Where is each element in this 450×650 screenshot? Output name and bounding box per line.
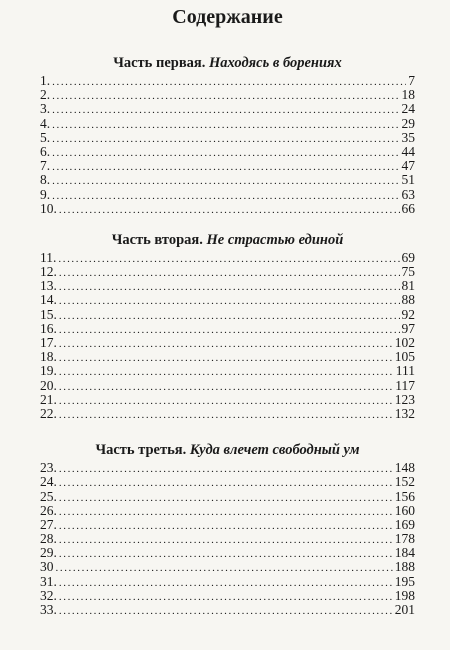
chapter-number: 33. — [40, 602, 57, 617]
page-number: 69 — [401, 249, 415, 265]
page-number: 88 — [401, 292, 415, 308]
toc-entry — [40, 131, 415, 145]
chapter-number: 20. — [40, 377, 57, 393]
dot-leader — [52, 174, 399, 188]
part-section — [40, 441, 415, 617]
chapter-number: 16. — [40, 320, 57, 336]
toc-list — [40, 251, 415, 421]
dot-leader — [52, 118, 399, 132]
page-number: 156 — [394, 488, 415, 504]
chapter-number: 3. — [40, 101, 51, 117]
chapter-number: 6. — [40, 143, 51, 159]
chapter-number: 27. — [40, 516, 57, 532]
dot-leader — [52, 89, 399, 103]
dot-leader — [59, 604, 393, 618]
toc-entry — [40, 202, 415, 216]
chapter-number: 9. — [40, 186, 51, 202]
chapter-number: 25. — [40, 488, 57, 504]
page-number: 92 — [401, 306, 415, 322]
page-number: 132 — [394, 405, 415, 421]
dot-leader — [59, 576, 393, 590]
chapter-number: 24. — [40, 474, 57, 490]
toc-entry — [40, 188, 415, 202]
page-number: 178 — [394, 531, 415, 547]
part-section — [40, 54, 415, 216]
chapter-number: 15. — [40, 306, 57, 322]
page-number: 198 — [394, 587, 415, 603]
toc-entry — [40, 88, 415, 102]
page-number: 188 — [394, 559, 415, 575]
chapter-number: 7. — [40, 158, 51, 174]
chapter-number: 5. — [40, 129, 51, 145]
chapter-number: 10. — [40, 200, 57, 216]
page-number: 44 — [401, 143, 415, 159]
chapter-number: 22. — [40, 405, 57, 421]
dot-leader — [59, 294, 400, 308]
toc-entry — [40, 364, 415, 378]
part-heading — [40, 441, 415, 459]
part-subtitle: Находясь в борениях — [209, 55, 342, 71]
toc-entry — [40, 504, 415, 518]
toc-entry — [40, 322, 415, 336]
chapter-number: 30 — [40, 559, 54, 575]
toc-entry — [40, 490, 415, 504]
page-number: 29 — [401, 115, 415, 131]
chapter-number: 23. — [40, 460, 57, 476]
toc-entry — [40, 159, 415, 173]
dot-leader — [59, 394, 393, 408]
part-heading — [40, 54, 415, 72]
page-number: 51 — [401, 172, 415, 188]
chapter-number: 8. — [40, 172, 51, 188]
dot-leader — [59, 547, 393, 561]
toc-entry — [40, 265, 415, 279]
toc-entry — [40, 308, 415, 322]
dot-leader — [59, 323, 400, 337]
dot-leader — [59, 462, 393, 476]
page-number: 75 — [401, 264, 415, 280]
dot-leader — [59, 519, 393, 533]
toc-entry — [40, 145, 415, 159]
chapter-number: 29. — [40, 545, 57, 561]
chapter-number: 17. — [40, 335, 57, 350]
page-number: 7 — [408, 73, 415, 88]
page-number: 24 — [401, 101, 415, 117]
chapter-number: 31. — [40, 573, 57, 589]
page-number: 169 — [394, 516, 415, 532]
page-number: 184 — [394, 545, 415, 561]
chapter-number: 21. — [40, 391, 57, 407]
chapter-number: 11. — [40, 249, 57, 265]
dot-leader — [59, 491, 393, 505]
toc-entry — [40, 475, 415, 489]
chapter-number: 28. — [40, 531, 57, 547]
page-number: 117 — [395, 377, 415, 393]
toc-list — [40, 461, 415, 617]
page-number: 152 — [394, 474, 415, 490]
dot-leader — [59, 505, 393, 519]
page-number: 66 — [401, 200, 415, 216]
dot-leader — [52, 103, 399, 117]
dot-leader — [59, 309, 400, 323]
toc-entry — [40, 589, 415, 603]
toc-entry — [40, 279, 415, 293]
toc-entry — [40, 603, 415, 617]
dot-leader — [59, 533, 393, 547]
chapter-number: 12. — [40, 264, 57, 280]
toc-entry — [40, 117, 415, 131]
dot-leader — [59, 476, 393, 490]
part-subtitle: Куда влечет свободный ум — [189, 442, 360, 459]
page-number: 195 — [394, 573, 415, 589]
toc-entry — [40, 74, 415, 88]
dot-leader — [52, 160, 399, 174]
part-label: Часть первая. — [113, 55, 206, 71]
dot-leader — [52, 146, 399, 160]
toc-entry — [40, 173, 415, 187]
toc-entry — [40, 575, 415, 589]
dot-leader — [59, 280, 400, 294]
page-number: 97 — [401, 320, 415, 336]
page-number: 81 — [401, 278, 415, 294]
page-number: 47 — [401, 158, 415, 174]
part-label: Часть третья. — [95, 442, 187, 459]
toc-entry — [40, 350, 415, 364]
part-heading — [40, 231, 415, 249]
dot-leader — [52, 132, 399, 146]
toc-list — [40, 74, 415, 216]
toc-entry — [40, 293, 415, 307]
chapter-number: 2. — [40, 87, 51, 103]
dot-leader — [52, 75, 406, 89]
dot-leader — [59, 203, 400, 217]
dot-leader — [59, 590, 393, 604]
toc-entry — [40, 532, 415, 546]
chapter-number: 14. — [40, 292, 57, 308]
part-subtitle: Не страстью единой — [206, 231, 344, 248]
chapter-number: 19. — [40, 363, 57, 379]
toc-entry — [40, 560, 415, 574]
page-number: 35 — [401, 129, 415, 145]
toc-entry — [40, 546, 415, 560]
page-number: 63 — [401, 186, 415, 202]
page-number: 105 — [394, 349, 415, 365]
toc-entry — [40, 518, 415, 532]
dot-leader — [59, 365, 394, 379]
dot-leader — [58, 252, 399, 266]
chapter-number: 32. — [40, 587, 57, 603]
toc-entry — [40, 102, 415, 116]
toc-entry — [40, 336, 415, 350]
page-number: 160 — [394, 502, 415, 518]
dot-leader — [59, 337, 393, 351]
toc-entry — [40, 461, 415, 475]
chapter-number: 13. — [40, 278, 57, 294]
toc-entry — [40, 393, 415, 407]
toc-entry — [40, 379, 415, 393]
dot-leader — [59, 351, 393, 365]
page-number: 201 — [394, 602, 415, 617]
page-number: 148 — [394, 460, 415, 476]
toc-entry — [40, 251, 415, 265]
page-number: 111 — [395, 363, 415, 379]
dot-leader — [56, 561, 393, 575]
chapter-number: 4. — [40, 115, 51, 131]
dot-leader — [59, 266, 400, 280]
page-number: 102 — [394, 335, 415, 350]
chapter-number: 18. — [40, 349, 57, 365]
dot-leader — [59, 380, 393, 394]
part-section — [40, 231, 415, 421]
chapter-number: 1. — [40, 73, 51, 88]
chapter-number: 26. — [40, 502, 57, 518]
dot-leader — [52, 189, 399, 203]
dot-leader — [59, 408, 393, 422]
page-number: 123 — [394, 391, 415, 407]
page-title: Содержание — [172, 6, 283, 28]
toc-entry — [40, 407, 415, 421]
page-number: 18 — [401, 87, 415, 103]
part-label: Часть вторая. — [111, 231, 203, 248]
